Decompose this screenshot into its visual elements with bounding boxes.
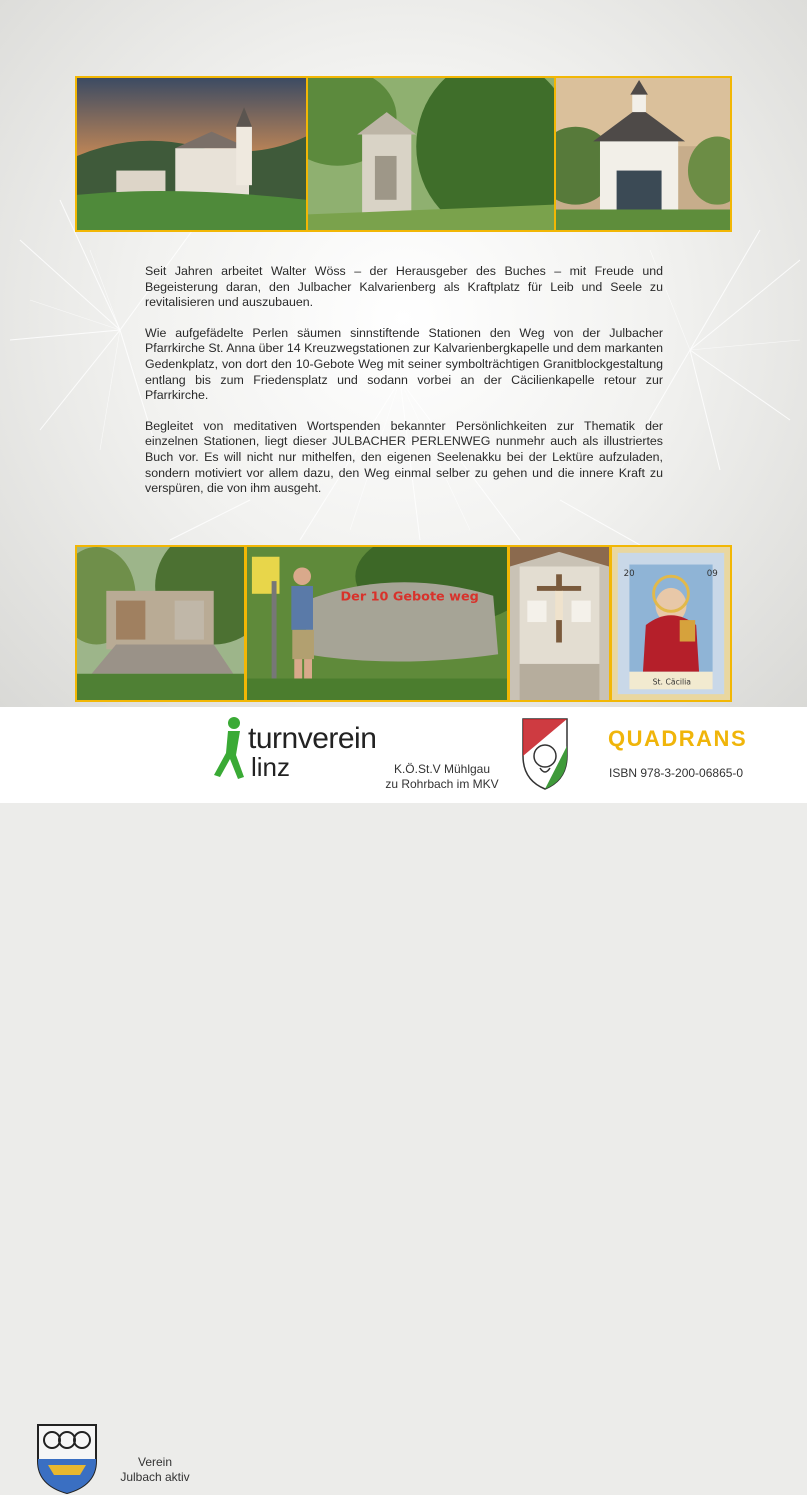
julbach-crest-logo <box>36 1423 98 1495</box>
kostv-line2: zu Rohrbach im MKV <box>385 777 499 791</box>
verein-line1: Verein <box>137 1455 173 1469</box>
rock-sign-text: Der 10 Gebote weg <box>340 589 479 605</box>
muehlgau-crest-logo <box>520 716 570 792</box>
paragraph-1: Seit Jahren arbeitet Walter Wöss – der Herausgeber des Buches – mit Freude und Begeisterung daran, den Julbacher Kalvarienberg als Kraftplatz für Leib und Seele zu revitalisieren und auszubauen. <box>145 264 663 310</box>
memorial-stones-photo <box>75 545 246 702</box>
description-text <box>145 264 663 512</box>
paragraph-3: Begleitet von meditativen Wortspenden bekannter Persönlichkeiten zur Thematik der einzelnen Stationen, liegt dieser JULBACHER PERLENWEG nunmehr auch als illustriertes Buch vor. Es will nicht nur mithelfen, den eigenen Seelenakku bei der Lektüre aufzuladen, sondern motiviert vor allem dazu, den Weg einmal selber zu gehen und die innere Kraft zu verspüren, die von ihm ausgeht. <box>145 418 663 496</box>
back-cover <box>0 0 807 707</box>
chapel-forest-photo <box>306 76 556 232</box>
kostv-line1: K.Ö.St.V Mühlgau <box>393 762 491 776</box>
linz-text: linz <box>251 752 291 782</box>
verein-line2: Julbach aktiv <box>120 1470 190 1484</box>
church-photo <box>75 76 308 232</box>
window-caption: St. Cäcilia <box>652 677 691 687</box>
verein-label <box>105 1455 205 1485</box>
kostv-label <box>372 762 512 792</box>
stained-glass-photo <box>610 545 732 702</box>
white-chapel-photo <box>554 76 732 232</box>
paragraph-2: Wie aufgefädelte Perlen säumen sinnstiftende Stationen den Weg von der Julbacher Pfarrkirche St. Anna über 14 Kreuzwegstationen zur Kalvarienbergkapelle und dem markanten Gedenkplatz, von dort den 10-Gebote Weg mit seiner symbolträchtigen Granitblockgestaltung entlang bis zum Friedensplatz und sodann vorbei an der Cäcilienkapelle retour zur Pfarrkirche. <box>145 325 663 403</box>
turnverein-figure-logo <box>210 715 250 785</box>
ten-commandments-rock-photo <box>245 545 509 702</box>
window-year-left: 20 <box>623 569 635 580</box>
isbn-text: ISBN 978-3-200-06865-0 <box>609 766 744 780</box>
publisher-logo-text: QUADRANS <box>608 726 748 751</box>
crucifix-photo <box>508 545 611 702</box>
turnverein-text: turnverein <box>248 722 377 755</box>
window-year-right: 09 <box>706 569 718 580</box>
